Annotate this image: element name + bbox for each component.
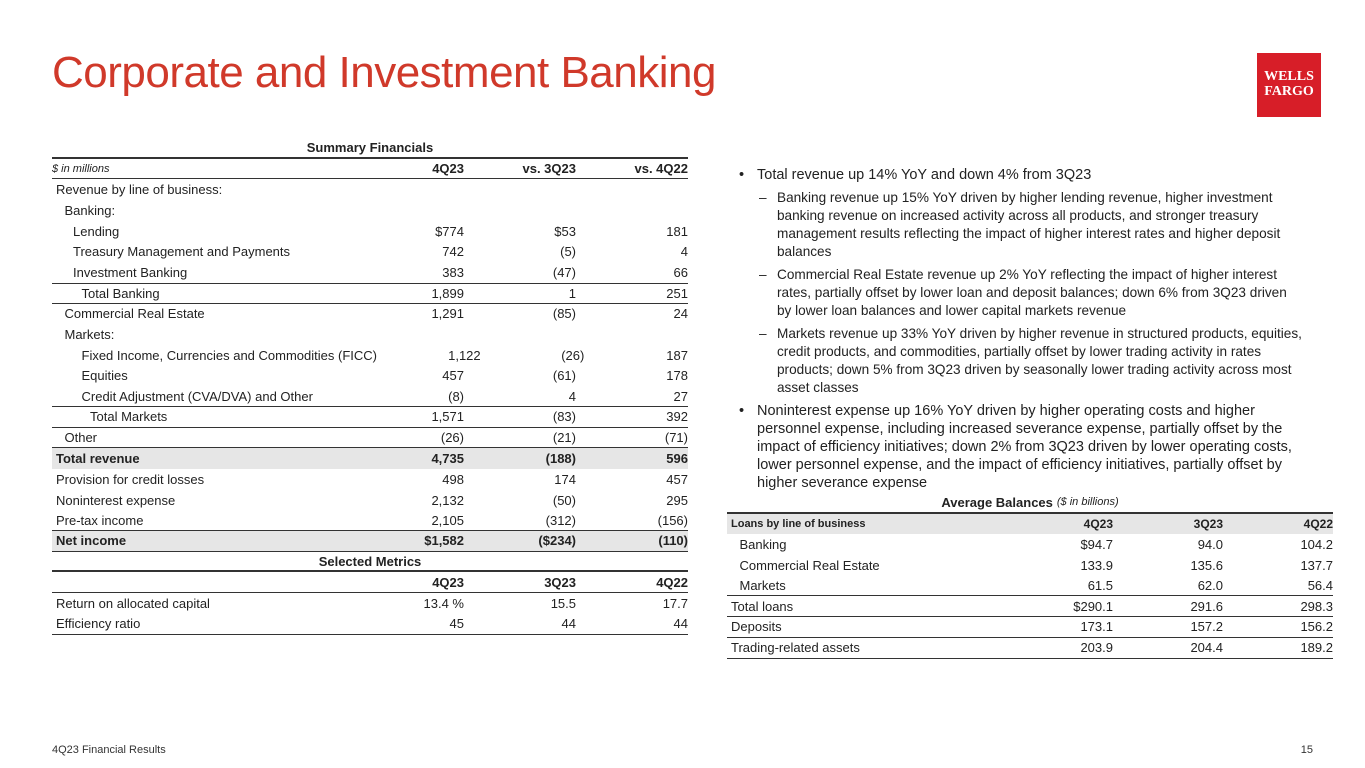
cell-value: $1,582 <box>424 533 464 549</box>
sub-bullet-item: – Commercial Real Estate revenue up 2% YoY reflecting the impact of higher interest rates, partially offset by lower loan and deposit balances; down 6% from 3Q23 driven by lower loan balances and lower capital markets revenue <box>757 266 1302 320</box>
table-row <box>52 593 688 614</box>
table-row <box>727 555 1333 576</box>
cell-value: ($234) <box>538 533 576 549</box>
row-label: Trading-related assets <box>731 640 860 656</box>
cell-value: 27 <box>673 388 688 404</box>
cell-value: (110) <box>658 533 688 549</box>
column-header: 4Q22 <box>1303 517 1333 532</box>
table-row <box>52 179 688 200</box>
cell-value: (312) <box>545 512 576 528</box>
row-label: Banking: <box>64 202 116 218</box>
column-header: 3Q23 <box>1193 517 1223 532</box>
cell-value: 187 <box>666 347 688 363</box>
cell-value: 392 <box>666 409 688 425</box>
cell-value: 45 <box>449 616 464 632</box>
cell-value: 156.2 <box>1300 619 1333 635</box>
row-label: Investment Banking <box>73 264 188 280</box>
table-row <box>52 531 688 552</box>
table-row <box>52 469 688 490</box>
table-row <box>52 428 688 449</box>
cell-value: 135.6 <box>1190 557 1223 573</box>
row-label: Credit Adjustment (CVA/DVA) and Other <box>81 388 313 404</box>
selected-metrics <box>52 552 688 573</box>
column-header: $ in millions <box>52 162 110 175</box>
cell-value: (83) <box>552 409 576 425</box>
page-title: Corporate and Investment Banking <box>52 48 716 97</box>
cell-value: (188) <box>545 451 576 467</box>
table-row <box>52 262 688 283</box>
row-label: Provision for credit losses <box>56 471 205 487</box>
table-row <box>52 324 688 345</box>
row-label: Commercial Real Estate <box>739 557 880 573</box>
column-header: 4Q23 <box>1083 517 1113 532</box>
average-balances-table <box>727 493 1333 659</box>
table-row <box>727 617 1333 638</box>
cell-value: 62.0 <box>1197 578 1223 594</box>
header-row <box>52 572 688 593</box>
cell-value: 157.2 <box>1190 619 1223 635</box>
row-label: Total revenue <box>56 451 140 467</box>
table-row <box>727 596 1333 617</box>
row-label: Markets <box>739 578 786 594</box>
cell-value: 133.9 <box>1080 557 1113 573</box>
cell-value: (21) <box>552 429 576 445</box>
cell-value: 383 <box>442 264 464 280</box>
row-label: Total loans <box>731 598 794 614</box>
table-row <box>52 221 688 242</box>
commentary-bullets <box>757 166 1302 492</box>
table-row <box>52 366 688 387</box>
row-label: Other <box>64 429 98 445</box>
row-label: Revenue by line of business: <box>56 182 223 198</box>
cell-value: 203.9 <box>1080 640 1113 656</box>
cell-value: 1 <box>568 285 576 301</box>
table-row <box>52 448 688 469</box>
bullet-item: • Total revenue up 14% YoY and down 4% from 3Q23 <box>757 166 1302 184</box>
cell-value: 178 <box>666 368 688 384</box>
cell-value: (71) <box>664 429 688 445</box>
cell-value: 173.1 <box>1080 619 1113 635</box>
cell-value: 596 <box>666 451 688 467</box>
table-row <box>727 534 1333 555</box>
table-row <box>52 614 688 635</box>
cell-value: (61) <box>552 368 576 384</box>
cell-value: 1,291 <box>431 306 464 322</box>
column-header: 3Q23 <box>544 574 576 590</box>
table-row <box>52 510 688 531</box>
row-label: Treasury Management and Payments <box>73 244 291 260</box>
summary-financials <box>52 138 688 159</box>
cell-value: 24 <box>673 306 688 322</box>
header-row <box>52 159 688 180</box>
cell-value: (85) <box>552 306 576 322</box>
cell-value: 1,122 <box>448 347 481 363</box>
column-header: vs. 3Q23 <box>522 161 576 177</box>
table-row <box>52 200 688 221</box>
cell-value: $290.1 <box>1073 598 1113 614</box>
sub-bullet-item: – Markets revenue up 33% YoY driven by higher revenue in structured products, equities, credit products, and commodities, partially offset by lower trading activity in rates products; down 5% from 3Q23 driven by seasonally lower trading activity across most asset classes <box>757 325 1302 397</box>
table-row <box>727 638 1333 659</box>
cell-value: 742 <box>442 244 464 260</box>
cell-value: 295 <box>666 492 688 508</box>
cell-value: 457 <box>666 471 688 487</box>
cell-value: 174 <box>554 471 576 487</box>
cell-value: 251 <box>666 285 688 301</box>
row-label: Deposits <box>731 619 782 635</box>
cell-value: 189.2 <box>1300 640 1333 656</box>
cell-value: 13.4 % <box>423 595 464 611</box>
cell-value: 2,105 <box>431 512 464 528</box>
cell-value: 1,899 <box>431 285 464 301</box>
cell-value: 4,735 <box>431 451 464 467</box>
average-balances <box>727 493 1333 514</box>
row-label: Markets: <box>64 327 115 343</box>
cell-value: 15.5 <box>550 595 576 611</box>
table-row <box>52 490 688 511</box>
row-label: Total Markets <box>90 409 168 425</box>
header-row <box>727 514 1333 535</box>
row-label: Return on allocated capital <box>56 595 210 611</box>
cell-value: 1,571 <box>431 409 464 425</box>
selected-metrics-title: Selected Metrics <box>318 553 422 569</box>
cell-value: (50) <box>552 492 576 508</box>
row-label: Lending <box>73 223 120 239</box>
cell-value: (26) <box>440 429 464 445</box>
page-number: 15 <box>1300 744 1313 756</box>
row-label: Pre-tax income <box>56 512 144 528</box>
column-header: 4Q23 <box>432 161 464 177</box>
cell-value: (5) <box>560 244 576 260</box>
cell-value: 44 <box>561 616 576 632</box>
average-balances-subtitle: ($ in billions) <box>1056 496 1119 509</box>
table-row <box>727 576 1333 597</box>
wells-fargo-logo: WELLS FARGO <box>1257 53 1321 117</box>
cell-value: 291.6 <box>1190 598 1223 614</box>
cell-value: 4 <box>568 388 576 404</box>
cell-value: 498 <box>442 471 464 487</box>
table-row <box>52 304 688 325</box>
cell-value: (8) <box>448 388 464 404</box>
cell-value: (47) <box>552 264 576 280</box>
row-label: Total Banking <box>81 285 160 301</box>
cell-value: 104.2 <box>1300 537 1333 553</box>
row-label: Efficiency ratio <box>56 616 141 632</box>
column-header: 4Q23 <box>432 574 464 590</box>
row-label: Equities <box>81 368 128 384</box>
cell-value: 4 <box>680 244 688 260</box>
row-label: Banking <box>739 537 787 553</box>
column-header: 4Q22 <box>656 574 688 590</box>
column-header: vs. 4Q22 <box>634 161 688 177</box>
table-row <box>52 386 688 407</box>
footer-label: 4Q23 Financial Results <box>52 744 166 756</box>
row-label: Noninterest expense <box>56 492 176 508</box>
cell-value: 457 <box>442 368 464 384</box>
bullet-item: • Noninterest expense up 16% YoY driven by higher operating costs and higher personnel expense, including increased severance expense, partially offset by the impact of efficiency initiatives; down 2% from 3Q23 driven by lower operating costs, lower personnel expense, and the impact of efficiency initiatives, partially offset by higher severance expense <box>757 402 1302 492</box>
summary-financials-title: Summary Financials <box>306 139 434 155</box>
sub-bullet-item: – Banking revenue up 15% YoY driven by higher lending revenue, higher investment banking revenue on increased activity across all products, and stronger treasury management results reflecting the impact of higher interest rates and higher deposit balances <box>757 189 1302 261</box>
cell-value: (156) <box>657 512 688 528</box>
cell-value: 44 <box>673 616 688 632</box>
row-label: Net income <box>56 533 127 549</box>
table-row <box>52 345 688 366</box>
row-label: Commercial Real Estate <box>64 306 205 322</box>
cell-value: 181 <box>666 223 688 239</box>
cell-value: 298.3 <box>1300 598 1333 614</box>
average-balances-title: Average Balances <box>941 494 1053 510</box>
cell-value: 2,132 <box>431 492 464 508</box>
summary-financials-table <box>52 138 688 635</box>
cell-value: 56.4 <box>1307 578 1333 594</box>
cell-value: 61.5 <box>1087 578 1113 594</box>
cell-value: $94.7 <box>1080 537 1113 553</box>
cell-value: 137.7 <box>1300 557 1333 573</box>
cell-value: $774 <box>435 223 464 239</box>
table-row <box>52 241 688 262</box>
table-row <box>52 407 688 428</box>
cell-value: 94.0 <box>1197 537 1223 553</box>
cell-value: 17.7 <box>662 595 688 611</box>
cell-value: $53 <box>554 223 576 239</box>
column-header: Loans by line of business <box>731 518 866 531</box>
cell-value: (26) <box>561 347 585 363</box>
row-label: Fixed Income, Currencies and Commodities (FICC) <box>81 347 377 363</box>
cell-value: 204.4 <box>1190 640 1223 656</box>
table-row <box>52 283 688 304</box>
cell-value: 66 <box>673 264 688 280</box>
